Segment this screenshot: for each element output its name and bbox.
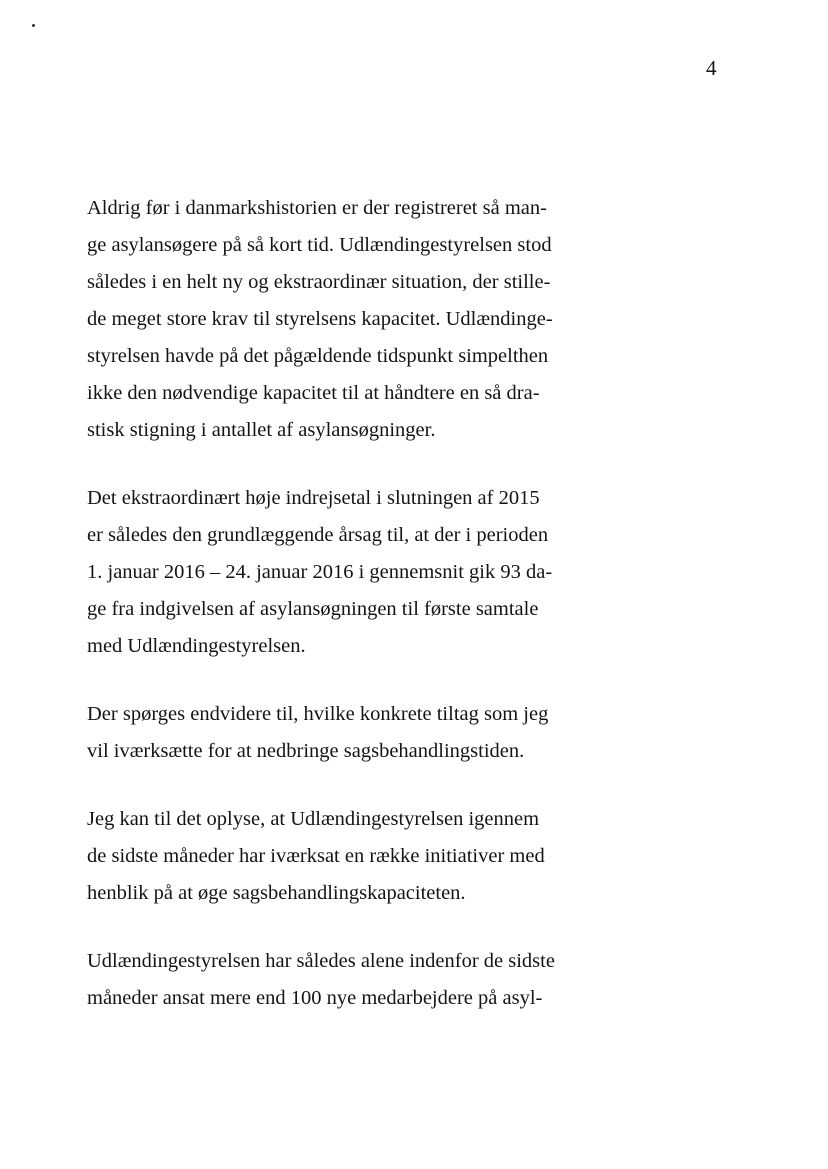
text-line: måneder ansat mere end 100 nye medarbejdere på asyl- <box>87 987 543 1009</box>
paragraph-4 <box>87 801 607 912</box>
text-line: er således den grundlæggende årsag til, at der i perioden <box>87 524 549 546</box>
text-line: Udlændingestyrelsen har således alene indenfor de sidste <box>87 950 555 972</box>
text-line: stisk stigning i antallet af asylansøgninger. <box>87 419 436 441</box>
text-line: de sidste måneder har iværksat en række initiativer med <box>87 845 545 867</box>
text-line: vil iværksætte for at nedbringe sagsbehandlingstiden. <box>87 740 525 762</box>
text-line: Jeg kan til det oplyse, at Udlændingestyrelsen igennem <box>87 808 540 830</box>
paragraph-5 <box>87 943 607 1017</box>
text-line: med Udlændingestyrelsen. <box>87 635 306 657</box>
text-line: ikke den nødvendige kapacitet til at håndtere en så dra- <box>87 382 540 404</box>
text-line: Der spørges endvidere til, hvilke konkrete tiltag som jeg <box>87 703 549 725</box>
text-line: ge fra indgivelsen af asylansøgningen til første samtale <box>87 598 539 620</box>
text-line: Det ekstraordinært høje indrejsetal i slutningen af 2015 <box>87 487 540 509</box>
text-line: de meget store krav til styrelsens kapacitet. Udlændinge- <box>87 308 553 330</box>
paragraph-2 <box>87 480 607 665</box>
scan-speck <box>32 24 35 27</box>
paragraph-1 <box>87 190 607 449</box>
document-body <box>87 190 607 1017</box>
text-line: 1. januar 2016 – 24. januar 2016 i gennemsnit gik 93 da- <box>87 561 553 583</box>
text-line: således i en helt ny og ekstraordinær situation, der stille- <box>87 271 551 293</box>
text-line: ge asylansøgere på så kort tid. Udlændingestyrelsen stod <box>87 234 552 256</box>
page-number: 4 <box>706 56 717 80</box>
text-line: Aldrig før i danmarkshistorien er der registreret så man- <box>87 197 547 219</box>
text-line: henblik på at øge sagsbehandlingskapaciteten. <box>87 882 466 904</box>
text-line: styrelsen havde på det pågældende tidspunkt simpelthen <box>87 345 549 367</box>
paragraph-3 <box>87 696 607 770</box>
